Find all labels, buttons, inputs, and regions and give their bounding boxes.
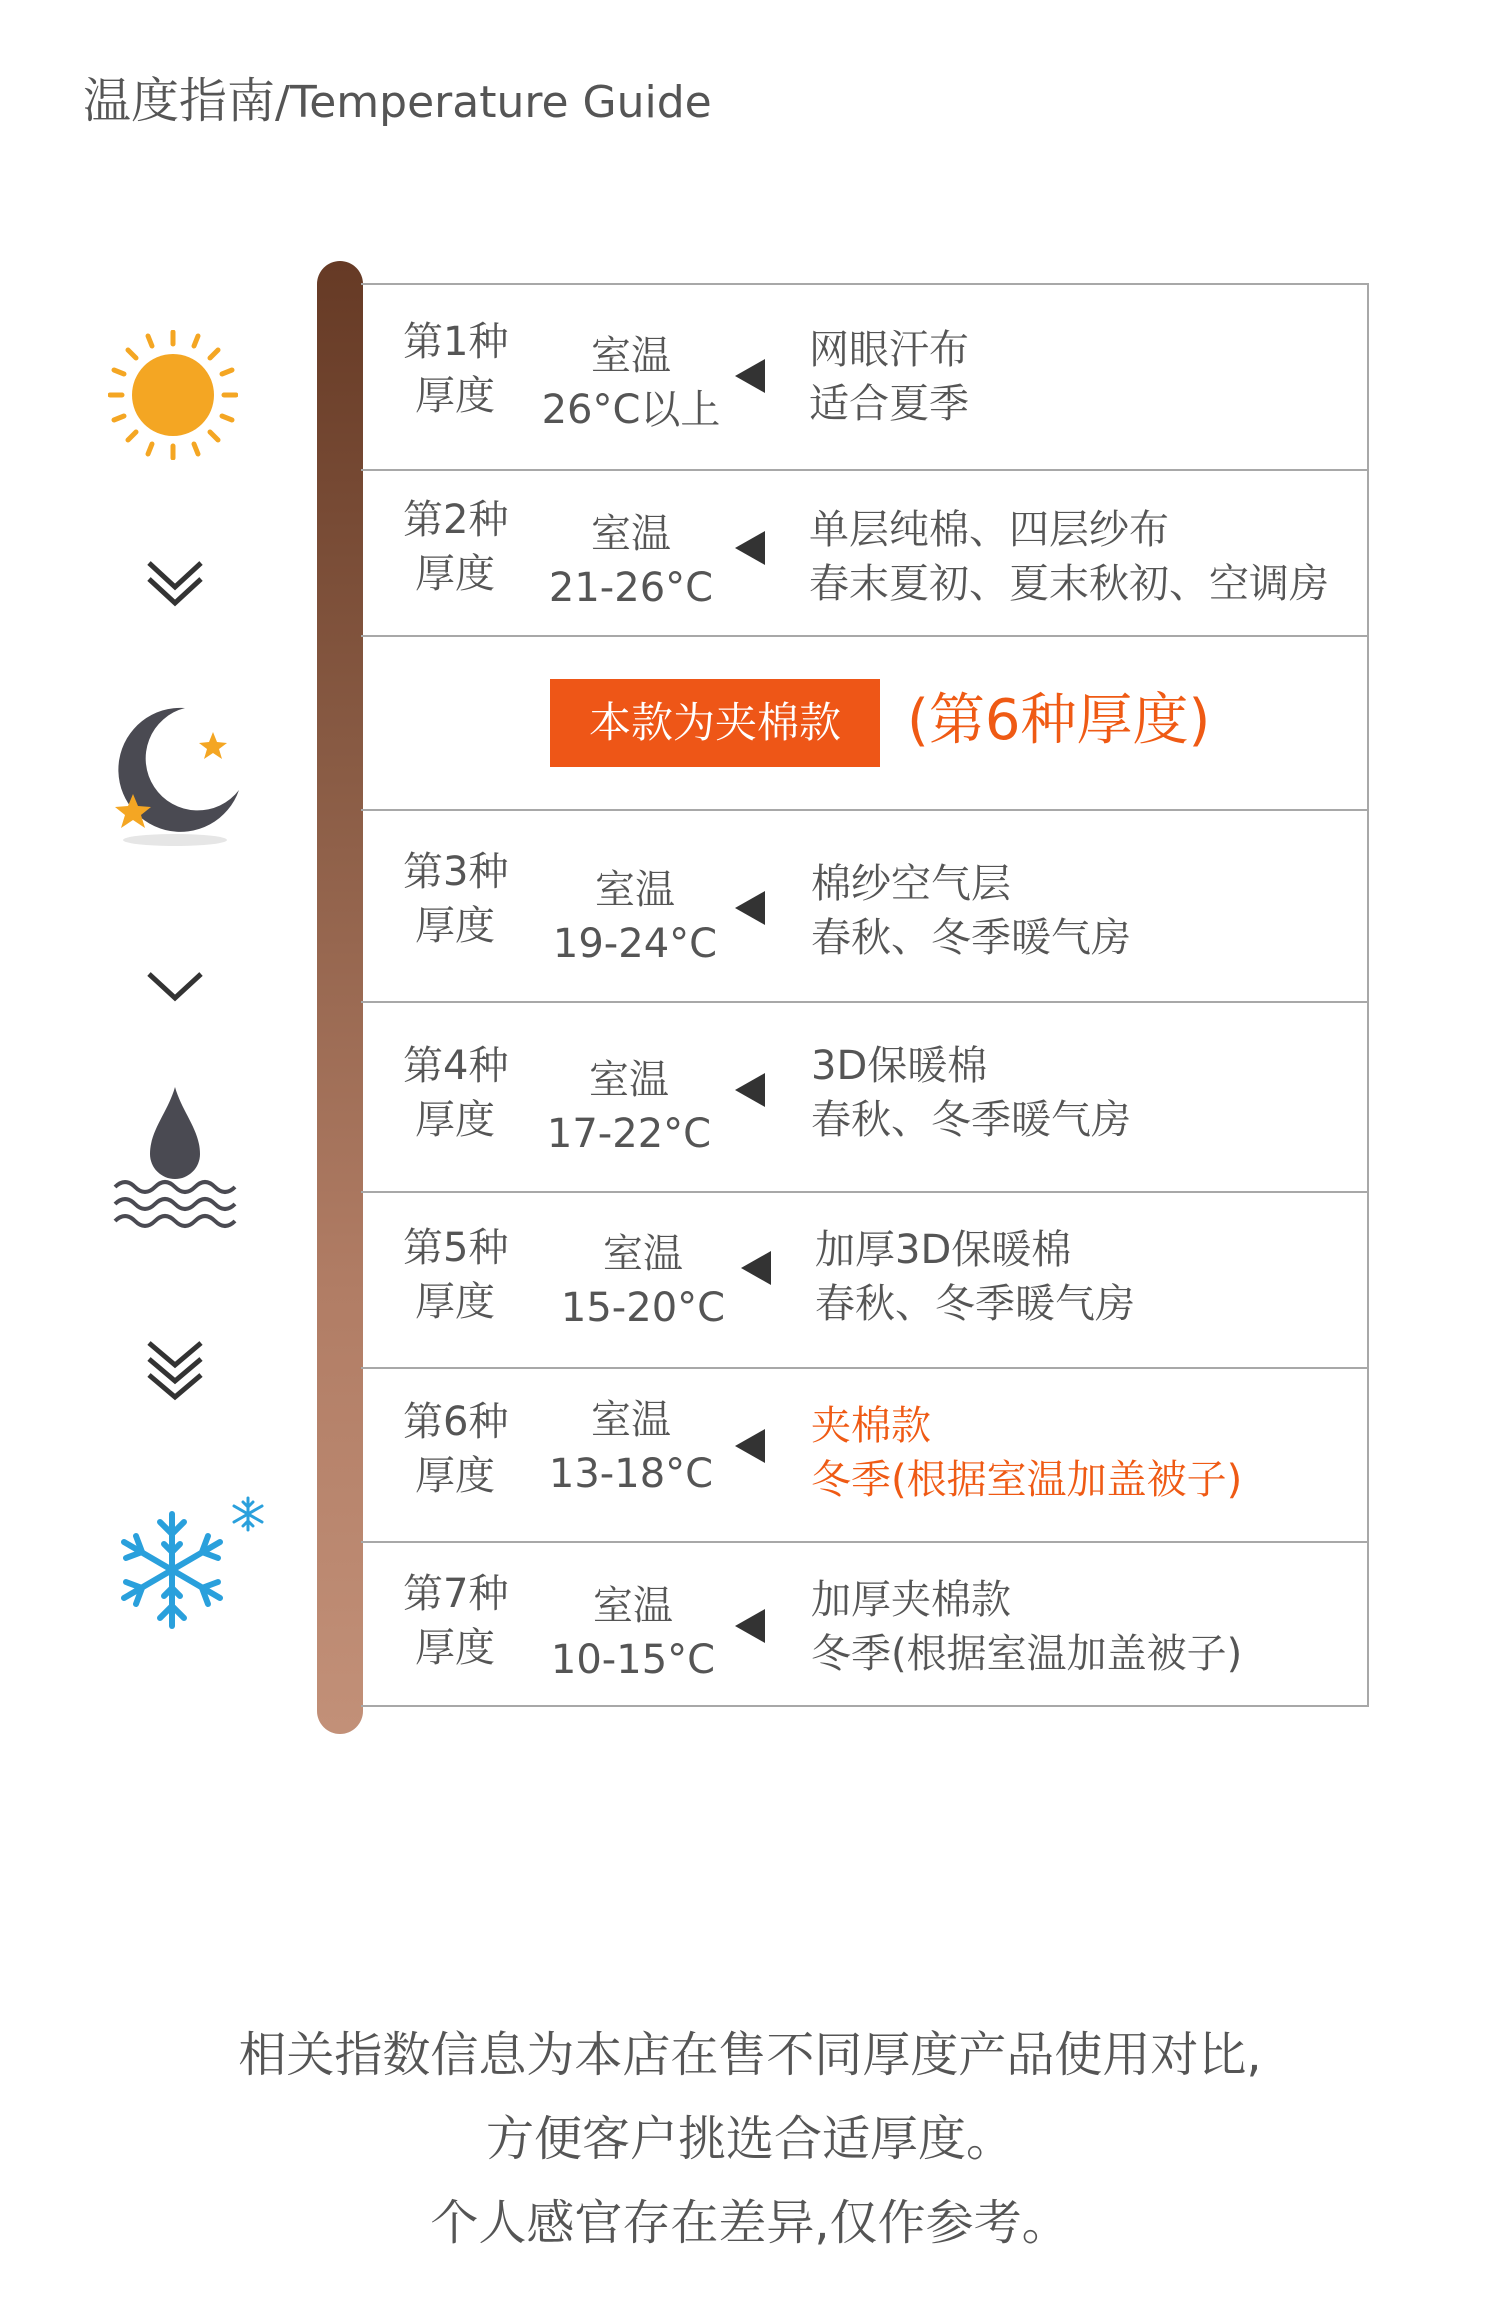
- table-row: [361, 809, 1367, 1003]
- level-label: 第7种 厚度: [403, 1571, 509, 1671]
- thickness-gradient-bar: [317, 261, 363, 1734]
- usage-note: 加厚夹棉款 冬季(根据室温加盖被子): [811, 1577, 1243, 1677]
- temp-range: 室温 10-15°C: [550, 1583, 716, 1683]
- snowflake-icon: [108, 1490, 268, 1630]
- temp-range: 室温 17-22°C: [546, 1057, 712, 1157]
- moon-stars-icon: [105, 700, 245, 850]
- arrow-left-icon: [735, 1609, 765, 1643]
- table-row: [361, 1541, 1367, 1711]
- promo-row: [361, 635, 1367, 811]
- footer-line: 相关指数信息为本店在售不同厚度产品使用对比,: [238, 2027, 1262, 2083]
- triple-chevron-down-icon: [145, 1337, 205, 1407]
- level-label: 第1种 厚度: [403, 319, 509, 419]
- table-row: [361, 469, 1367, 637]
- double-chevron-down-icon: [145, 557, 205, 609]
- temp-range: 室温 19-24°C: [552, 867, 718, 967]
- level-label: 第5种 厚度: [403, 1225, 509, 1325]
- title-en: /Temperature Guide: [275, 77, 712, 128]
- chevron-down-icon: [145, 968, 205, 1004]
- sun-icon: [108, 330, 238, 460]
- level-label: 第4种 厚度: [403, 1043, 509, 1143]
- usage-note: 3D保暖棉 春秋、冬季暖气房: [811, 1043, 1131, 1143]
- level-label: 第3种 厚度: [403, 849, 509, 949]
- usage-note: 加厚3D保暖棉 春秋、冬季暖气房: [815, 1227, 1135, 1327]
- table-row: [361, 1367, 1367, 1543]
- temp-range: 室温 15-20°C: [560, 1231, 726, 1331]
- usage-note: 单层纯棉、四层纱布 春末夏初、夏末秋初、空调房: [809, 507, 1329, 607]
- arrow-left-icon: [735, 891, 765, 925]
- temp-range: 室温 13-18°C: [548, 1397, 714, 1497]
- arrow-left-icon: [735, 359, 765, 393]
- arrow-left-icon: [735, 1073, 765, 1107]
- water-drop-waves-icon: [110, 1082, 240, 1232]
- page-title: [83, 62, 712, 131]
- footer-note: [0, 2013, 1500, 2265]
- usage-note: 棉纱空气层 春秋、冬季暖气房: [811, 861, 1131, 961]
- footer-line: 方便客户挑选合适厚度。: [485, 2111, 1014, 2167]
- product-thickness-note: (第6种厚度): [907, 688, 1211, 753]
- table-row: [361, 285, 1367, 469]
- temp-range: 室温 26°C以上: [541, 333, 721, 433]
- usage-note: 网眼汗布 适合夏季: [809, 327, 969, 427]
- product-badge: 本款为夹棉款: [550, 679, 880, 767]
- arrow-left-icon: [735, 531, 765, 565]
- usage-note: 夹棉款 冬季(根据室温加盖被子): [811, 1403, 1243, 1503]
- footer-line: 个人感官存在差异,仅作参考。: [430, 2195, 1070, 2251]
- table-row: [361, 1001, 1367, 1193]
- table-row: [361, 1191, 1367, 1369]
- level-label: 第2种 厚度: [403, 497, 509, 597]
- arrow-left-icon: [741, 1251, 771, 1285]
- arrow-left-icon: [735, 1429, 765, 1463]
- temp-range: 室温 21-26°C: [548, 511, 714, 611]
- temperature-table: [361, 283, 1369, 1707]
- level-label: 第6种 厚度: [403, 1399, 509, 1499]
- title-cn: 温度指南: [83, 73, 276, 129]
